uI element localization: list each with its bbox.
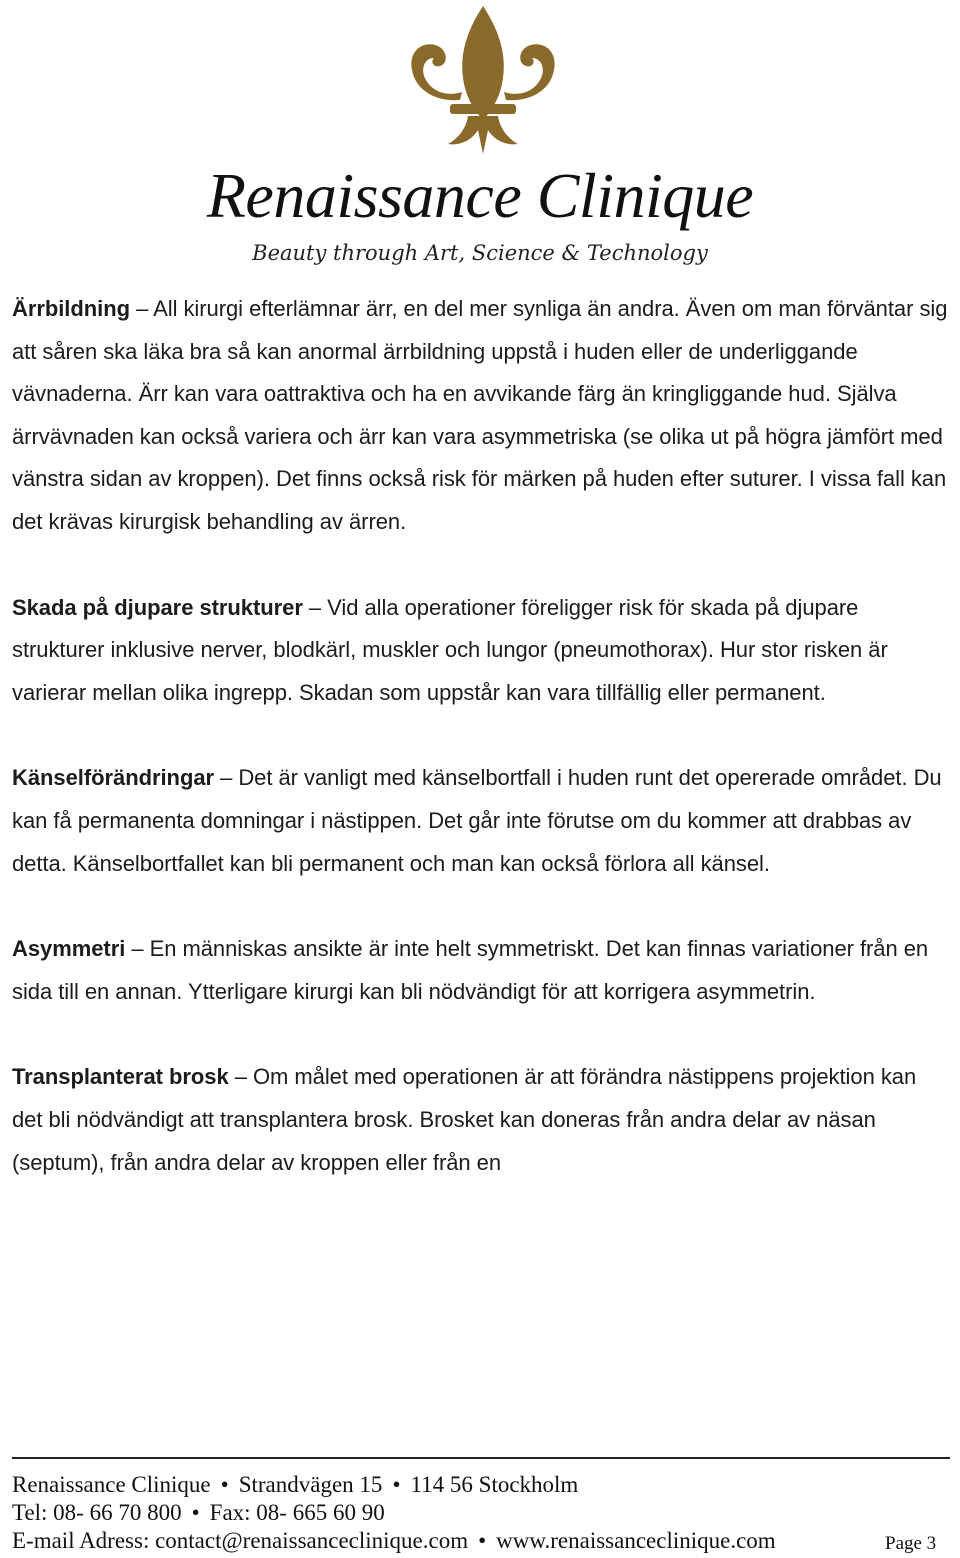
- paragraph-heading: Ärrbildning: [12, 296, 130, 321]
- paragraph-cartilage-graft: [12, 1056, 948, 1184]
- footer-city: 114 56 Stockholm: [410, 1472, 579, 1497]
- paragraph-asymmetry: [12, 928, 948, 1013]
- logo-name: Renaissance Clinique: [206, 160, 754, 231]
- page-number: Page 3: [885, 1533, 937, 1554]
- footer-fax: Fax: 08- 665 60 90: [209, 1500, 385, 1525]
- paragraph-text: Vid alla operationer föreligger risk för skada på djupare strukturer inklusive nerver, blodkärl, muskler och lungor (pneumothorax). Hur stor risken är varierar mellan olika ingrepp. Skadan som uppstår kan vara tillfällig eller permanent.: [12, 594, 888, 705]
- footer-email: E-mail Adress: contact@renaissanceclinique.com: [12, 1528, 469, 1553]
- bullet-separator: •: [478, 1528, 487, 1553]
- dash: –: [308, 594, 322, 620]
- fleur-de-lis-icon: [398, 4, 568, 159]
- paragraph-heading: Skada på djupare strukturer: [12, 594, 303, 620]
- clinic-logo: [0, 0, 960, 280]
- paragraph-sensation-changes: [12, 757, 948, 885]
- paragraph-heading: Asymmetri: [12, 936, 126, 962]
- dash: –: [136, 296, 149, 321]
- paragraph-heading: Transplanterat brosk: [12, 1064, 229, 1090]
- paragraph-text: Om målet med operationen är att förändra nästippens projektion kan det bli nödvändigt att transplantera brosk. Brosket kan doneras från andra delar av näsan (septum), från andra delar av kroppen eller från en: [12, 1064, 917, 1175]
- paragraph-heading: Känselförändringar: [12, 765, 215, 791]
- paragraph-deep-structures: [12, 587, 948, 715]
- footer-street: Strandvägen 15: [238, 1472, 383, 1497]
- footer-phone: Tel: 08- 66 70 800: [12, 1500, 182, 1525]
- footer-web-line: [12, 1527, 776, 1555]
- footer-address-line: [12, 1471, 578, 1499]
- dash: –: [131, 936, 144, 962]
- footer-divider: [12, 1457, 950, 1459]
- bullet-separator: •: [392, 1472, 401, 1497]
- dash: –: [234, 1064, 247, 1090]
- logo-tagline: Beauty through Art, Science & Technology: [252, 241, 708, 265]
- bullet-separator: •: [191, 1500, 200, 1525]
- bullet-separator: •: [220, 1472, 229, 1497]
- dash: –: [220, 765, 233, 791]
- footer-clinic: Renaissance Clinique: [12, 1472, 211, 1497]
- footer-contact-line: [12, 1499, 385, 1527]
- paragraph-scarring: [12, 288, 948, 544]
- paragraph-text: Det är vanligt med känselbortfall i huden runt det opererade området. Du kan få permanenta domningar i nästippen. Det går inte förutse om du kommer att drabbas av detta. Känselbortfallet kan bli permanent och man kan också förlora all känsel.: [12, 765, 942, 876]
- paragraph-text: En människas ansikte är inte helt symmetriskt. Det kan finnas variationer från en sida till en annan. Ytterligare kirurgi kan bli nödvändigt för att korrigera asymmetrin.: [12, 936, 929, 1004]
- footer-website: www.renaissanceclinique.com: [496, 1528, 776, 1553]
- document-body: [12, 288, 948, 1227]
- paragraph-text: All kirurgi efterlämnar ärr, en del mer synliga än andra. Även om man förväntar sig att såren ska läka bra så kan anormal ärrbildning uppstå i huden eller de underliggande vävnaderna. Ärr kan vara oattraktiva och ha en avvikande färg än kringliggande hud. Själva ärrvävnaden kan också variera och ärr kan vara asymmetriska (se olika ut på högra jämfört med vänstra sidan av kroppen). Det finns också risk för märken på huden efter suturer. I vissa fall kan det krävas kirurgisk behandling av ärren.: [12, 296, 948, 534]
